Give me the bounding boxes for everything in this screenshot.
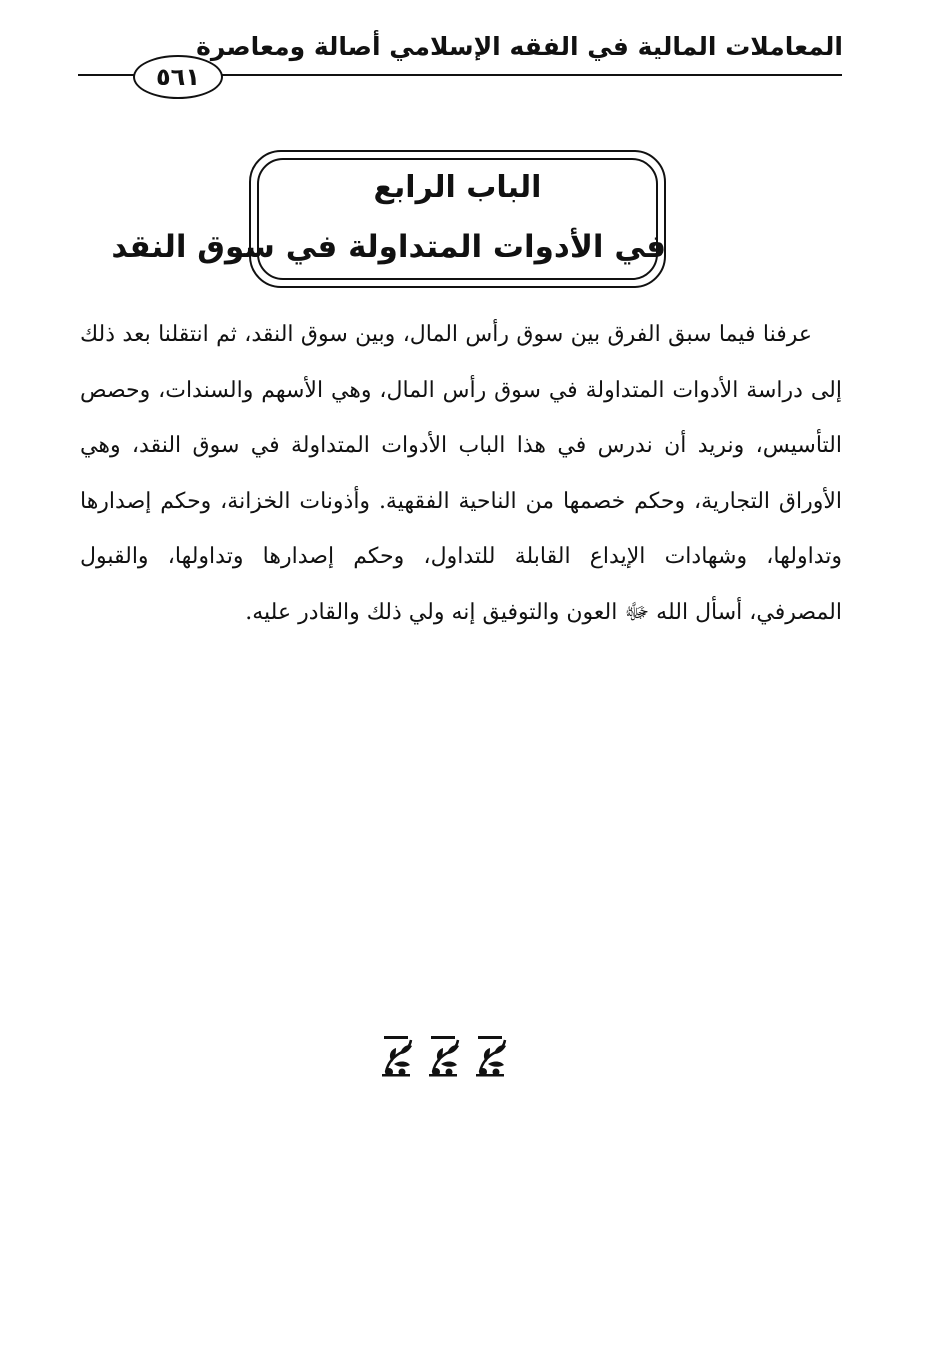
running-header: المعاملات المالية في الفقه الإسلامي أصالة ومعاصرة	[196, 32, 843, 61]
body-paragraph: عرفنا فيما سبق الفرق بين سوق رأس المال، وبين سوق النقد، ثم انتقلنا بعد ذلك إلى دراسة الأدوات المتداولة في سوق رأس المال، وهي الأسهم والسندات، وحصص التأسيس، ونريد أن ندرس في هذا الباب الأدوات المتداولة في سوق النقد، وهي الأوراق التجارية، وحكم خصمها من الناحية الفقهية. وأذونات الخزانة، وحكم إصدارها وتداولها، وشهادات الإيداع القابلة للتداول، وحكم إصدارها وتداولها، والقبول المصرفي، أسأل الله ﷻ العون والتوفيق إنه ولي ذلك والقادر عليه.	[80, 322, 842, 625]
floral-ornament-icon	[380, 1034, 416, 1078]
page-number: ٥٦١	[133, 55, 223, 99]
chapter-title: في الأدوات المتداولة في سوق النقد	[111, 229, 666, 265]
section-end-ornaments	[380, 1034, 510, 1078]
chapter-label: الباب الرابع	[373, 170, 542, 205]
floral-ornament-icon	[427, 1034, 463, 1078]
floral-ornament-icon	[474, 1034, 510, 1078]
